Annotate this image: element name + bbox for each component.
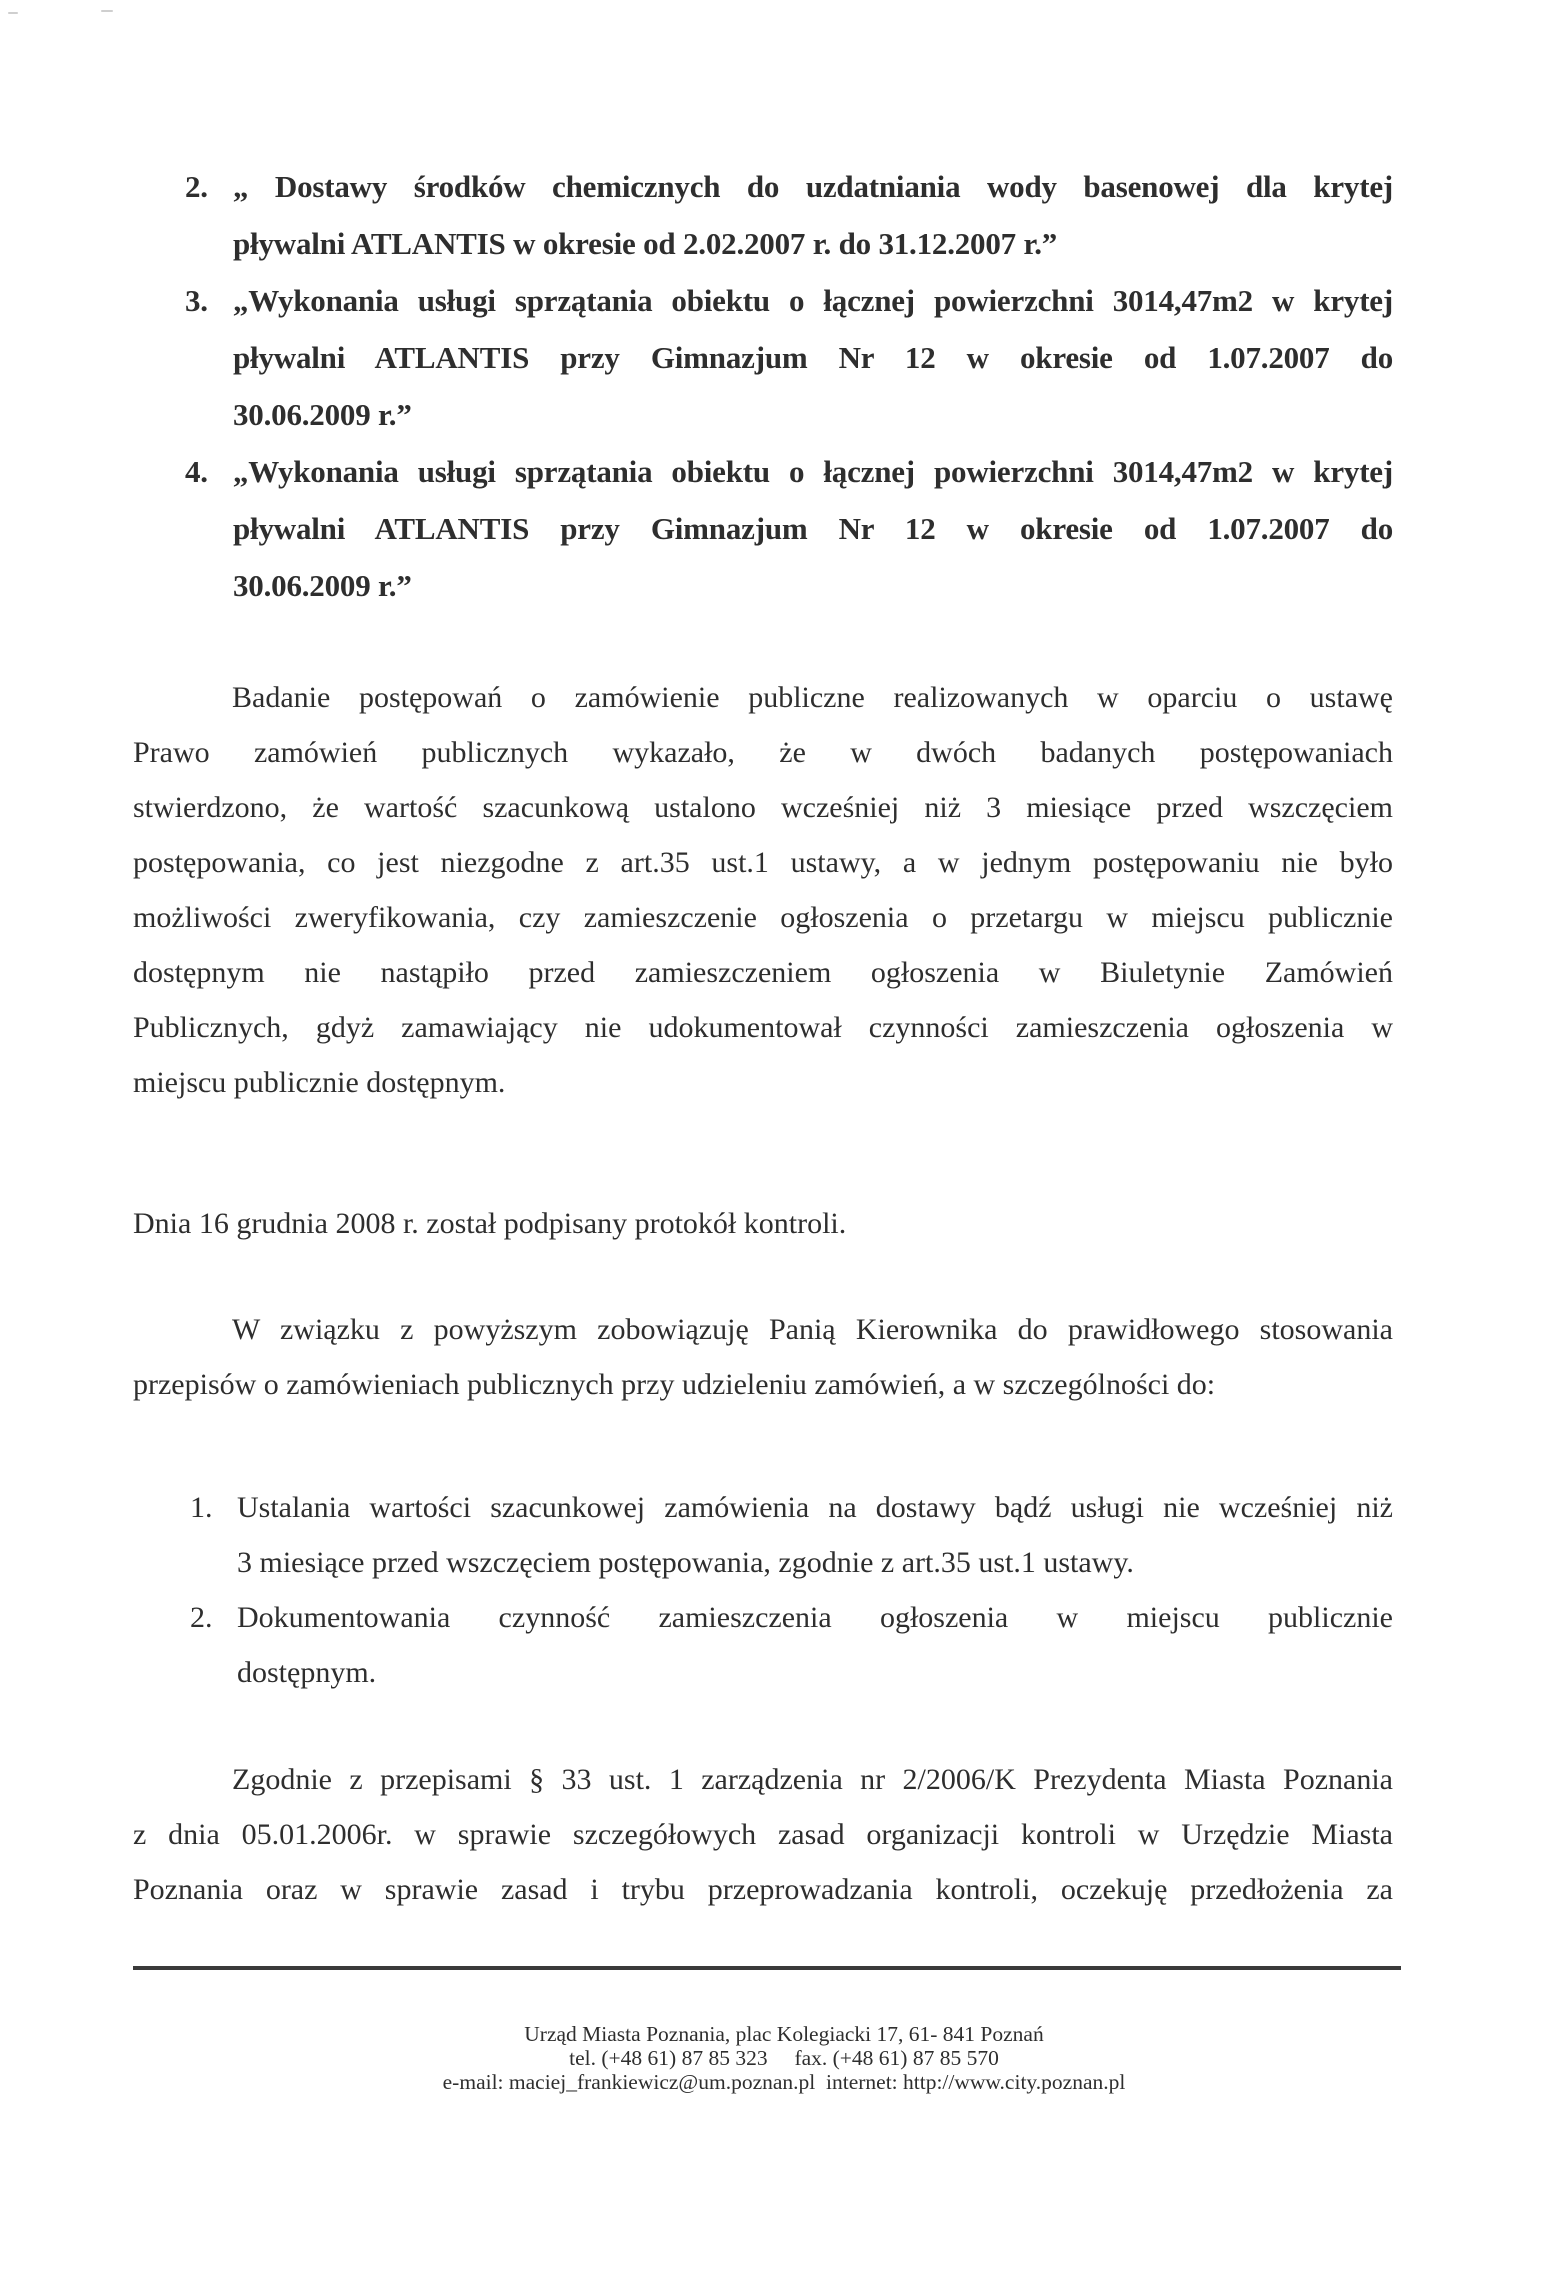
letterhead-footer bbox=[0, 2022, 1568, 2094]
list-number: 2. bbox=[190, 1601, 213, 1634]
regulation-paragraph bbox=[133, 1752, 1393, 1917]
paragraph-line: postępowania, co jest niezgodne z art.35 ust.1 ustawy, a w jednym postępowaniu nie było bbox=[133, 846, 1393, 879]
footer-contact: e-mail: maciej_frankiewicz@um.poznan.pl internet: http://www.city.poznan.pl bbox=[442, 2070, 1126, 2094]
recommendation-item bbox=[133, 1590, 1393, 1700]
list-line: dostępnym. bbox=[237, 1656, 377, 1689]
list-line: Dokumentowania czynność zamieszczenia ogłoszenia w miejscu publicznie bbox=[237, 1601, 1393, 1634]
tender-item bbox=[133, 272, 1393, 443]
list-line: 30.06.2009 r.” bbox=[233, 568, 412, 603]
paragraph-line: Prawo zamówień publicznych wykazało, że w dwóch badanych postępowaniach bbox=[133, 736, 1393, 769]
list-line: pływalni ATLANTIS w okresie od 2.02.2007 r. do 31.12.2007 r.” bbox=[233, 226, 1058, 261]
tender-item bbox=[133, 158, 1393, 272]
paragraph-line: Poznania oraz w sprawie zasad i trybu przeprowadzania kontroli, oczekuję przedłożenia za bbox=[133, 1873, 1393, 1906]
list-number: 4. bbox=[185, 454, 208, 489]
recommendations-list bbox=[133, 1480, 1393, 1700]
paragraph-line: miejscu publicznie dostępnym. bbox=[133, 1066, 506, 1099]
list-number: 3. bbox=[185, 283, 208, 318]
footer-divider bbox=[133, 1966, 1401, 1970]
tender-list bbox=[133, 158, 1393, 614]
list-line: „Wykonania usługi sprzątania obiektu o łącznej powierzchni 3014,47m2 w krytej bbox=[233, 454, 1393, 489]
paragraph-line: Zgodnie z przepisami § 33 ust. 1 zarządzenia nr 2/2006/K Prezydenta Miasta Poznania bbox=[232, 1763, 1393, 1796]
paragraph-line: stwierdzono, że wartość szacunkową ustalono wcześniej niż 3 miesiące przed wszczęciem bbox=[133, 791, 1393, 824]
scan-artifact bbox=[6, 10, 106, 16]
paragraph-line: przepisów o zamówieniach publicznych przy udzieleniu zamówień, a w szczególności do: bbox=[133, 1368, 1216, 1401]
recommendation-item bbox=[133, 1480, 1393, 1590]
obligation-paragraph bbox=[133, 1302, 1393, 1412]
list-line: 3 miesiące przed wszczęciem postępowania, zgodnie z art.35 ust.1 ustawy. bbox=[237, 1546, 1134, 1579]
paragraph-line: dostępnym nie nastąpiło przed zamieszczeniem ogłoszenia w Biuletynie Zamówień bbox=[133, 956, 1393, 989]
paragraph-line: Badanie postępowań o zamówienie publiczne realizowanych w oparciu o ustawę bbox=[232, 681, 1393, 714]
tender-item bbox=[133, 443, 1393, 614]
list-line: pływalni ATLANTIS przy Gimnazjum Nr 12 w okresie od 1.07.2007 do bbox=[233, 511, 1393, 546]
paragraph-line: W związku z powyższym zobowiązuję Panią Kierownika do prawidłowego stosowania bbox=[232, 1313, 1393, 1346]
footer-phones: tel. (+48 61) 87 85 323 fax. (+48 61) 87 85 570 bbox=[569, 2046, 999, 2070]
paragraph-line: Publicznych, gdyż zamawiający nie udokumentował czynności zamieszczenia ogłoszenia w bbox=[133, 1011, 1393, 1044]
list-line: „ Dostawy środków chemicznych do uzdatniania wody basenowej dla krytej bbox=[233, 169, 1393, 204]
footer-address: Urząd Miasta Poznania, plac Kolegiacki 17, 61- 841 Poznań bbox=[524, 2022, 1044, 2046]
paragraph-line: z dnia 05.01.2006r. w sprawie szczegółowych zasad organizacji kontroli w Urzędzie Miasta bbox=[133, 1818, 1393, 1851]
list-line: „Wykonania usługi sprzątania obiektu o łącznej powierzchni 3014,47m2 w krytej bbox=[233, 283, 1393, 318]
list-line: 30.06.2009 r.” bbox=[233, 397, 412, 432]
findings-paragraph bbox=[133, 670, 1393, 1110]
list-line: pływalni ATLANTIS przy Gimnazjum Nr 12 w okresie od 1.07.2007 do bbox=[233, 340, 1393, 375]
list-line: Ustalania wartości szacunkowej zamówienia na dostawy bądź usługi nie wcześniej niż bbox=[237, 1491, 1393, 1524]
paragraph-line: możliwości zweryfikowania, czy zamieszczenie ogłoszenia o przetargu w miejscu publicznie bbox=[133, 901, 1393, 934]
paragraph-line: Dnia 16 grudnia 2008 r. został podpisany protokół kontroli. bbox=[133, 1207, 847, 1240]
list-number: 2. bbox=[185, 169, 208, 204]
protocol-paragraph bbox=[133, 1196, 1393, 1251]
list-number: 1. bbox=[190, 1491, 213, 1524]
